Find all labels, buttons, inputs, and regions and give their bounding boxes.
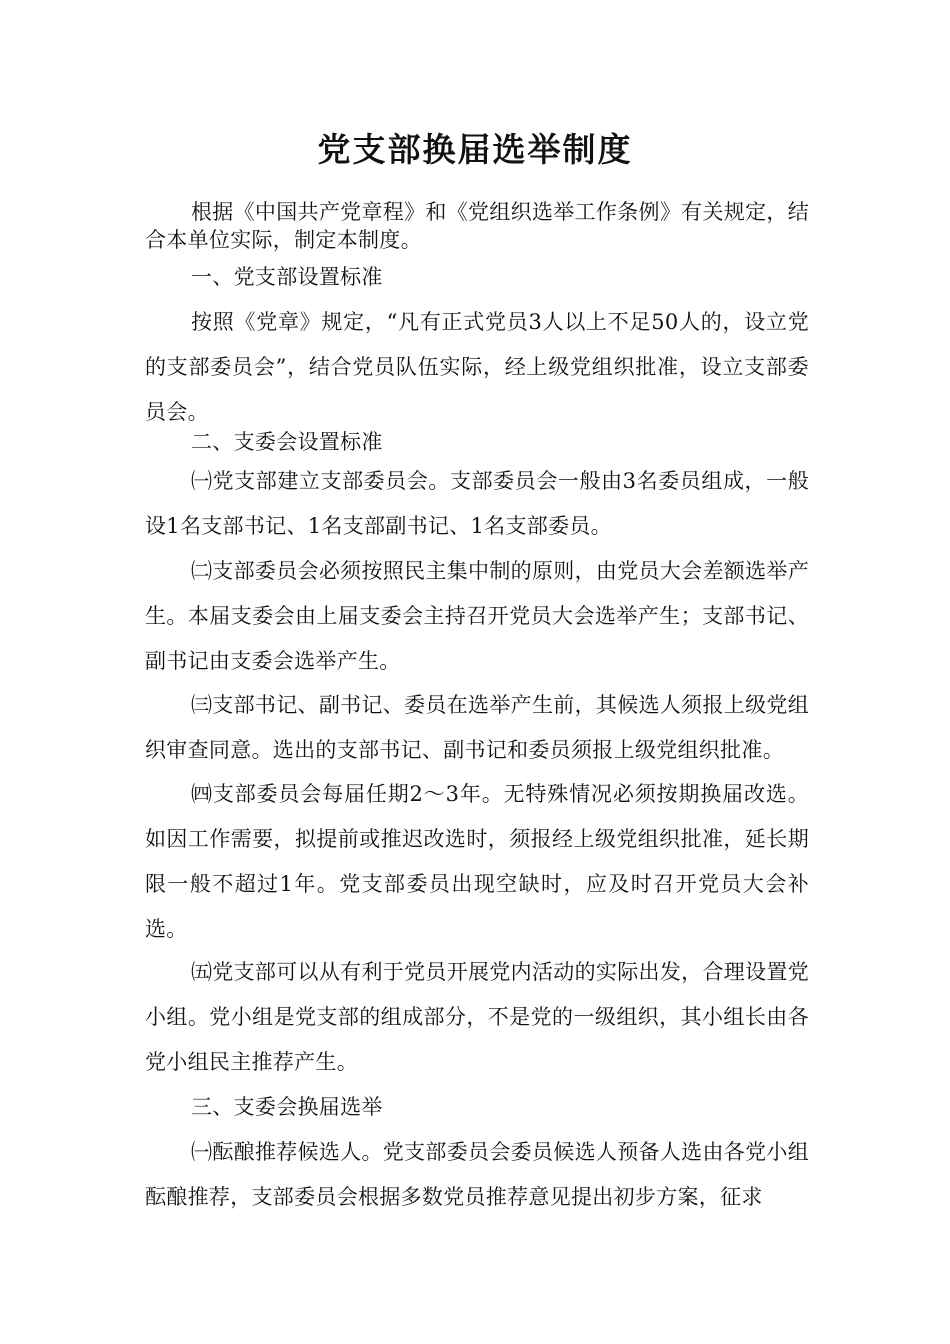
paragraph-item-3: ㈢支部书记、副书记、委员在选举产生前，其候选人须报上级党组织审查同意。选出的支部书记、副书记和委员须报上级党组织批准。	[145, 693, 809, 762]
section-heading-1: 一、党支部设置标准	[191, 265, 383, 289]
paragraph-section-3-item-1: ㈠酝酿推荐候选人。党支部委员会委员候选人预备人选由各党小组酝酿推荐，支部委员会根据多数党员推荐意见提出初步方案，征求	[145, 1140, 809, 1209]
paragraph-item-4: ㈣支部委员会每届任期2～3年。无特殊情况必须按期换届改选。如因工作需要，拟提前或推迟改选时，须报经上级党组织批准，延长期限一般不超过1年。党支部委员出现空缺时，应及时召开党员大会补选。	[145, 782, 809, 941]
paragraph-section-1: 按照《党章》规定，“凡有正式党员3人以上不足50人的，设立党的支部委员会”，结合党员队伍实际，经上级党组织批准，设立支部委员会。	[145, 310, 809, 424]
paragraph-item-5: ㈤党支部可以从有利于党员开展党内活动的实际出发，合理设置党小组。党小组是党支部的组成部分，不是党的一级组织，其小组长由各党小组民主推荐产生。	[145, 960, 809, 1074]
document-title: 党支部换届选举制度	[317, 130, 633, 169]
paragraph-item-1: ㈠党支部建立支部委员会。支部委员会一般由3名委员组成，一般设1名支部书记、1名支部副书记、1名支部委员。	[145, 469, 809, 538]
section-heading-3: 三、支委会换届选举	[191, 1095, 383, 1119]
intro-paragraph: 根据《中国共产党章程》和《党组织选举工作条例》有关规定，结合本单位实际，制定本制度。	[145, 200, 809, 252]
paragraph-item-2: ㈡支部委员会必须按照民主集中制的原则，由党员大会差额选举产生。本届支委会由上届支委会主持召开党员大会选举产生；支部书记、副书记由支委会选举产生。	[145, 559, 809, 673]
section-heading-2: 二、支委会设置标准	[191, 430, 383, 454]
